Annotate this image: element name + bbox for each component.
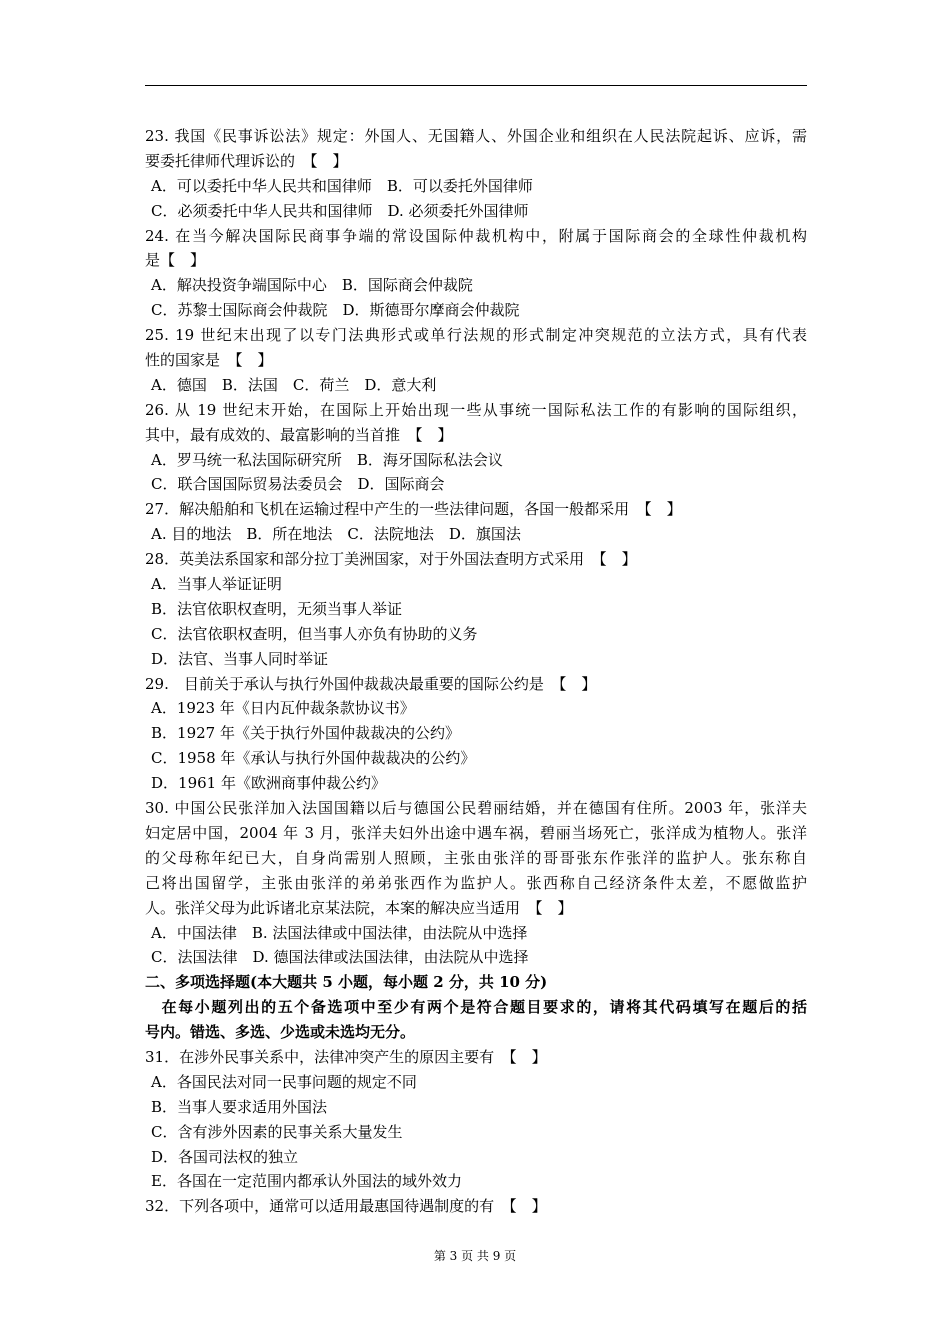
document-body <box>145 124 807 1219</box>
text-line: A．罗马统一私法国际研究所 B．海牙国际私法会议 <box>151 450 503 469</box>
text-line: A．1923 年《日内瓦仲裁条款协议书》 <box>151 699 415 718</box>
text-line: 30. 中国公民张洋加入法国国籍以后与德国公民碧丽结婚，并在德国有住所。2003 年，张洋夫 <box>145 799 807 818</box>
text-line: C．法官依职权查明，但当事人亦负有协助的义务 <box>151 624 478 643</box>
text-line: 号内。错选、多选、少选或未选均无分。 <box>145 1023 416 1042</box>
text-line: 己将出国留学，主张由张洋的弟弟张西作为监护人。张西称自己经济条件太差，不愿做监护 <box>145 873 807 892</box>
text-line: A. 目的地法 B．所在地法 C．法院地法 D．旗国法 <box>151 525 521 544</box>
text-line: A．中国法律 B. 法国法律或中国法律，由法院从中选择 <box>151 923 528 942</box>
text-line: A．各国民法对同一民事问题的规定不同 <box>151 1072 417 1091</box>
text-line: 27．解决船舶和飞机在运输过程中产生的一些法律问题，各国一般都采用 【 】 <box>145 500 682 519</box>
text-line: C．联合国国际贸易法委员会 D．国际商会 <box>151 475 445 494</box>
text-line: C．含有涉外因素的民事关系大量发生 <box>151 1122 403 1141</box>
text-line: C．法国法律 D. 德国法律或法国法律，由法院从中选择 <box>151 948 529 967</box>
text-line: 25. 19 世纪末出现了以专门法典形式或单行法规的形式制定冲突规范的立法方式，具有代表 <box>145 326 807 345</box>
header-rule <box>145 85 807 86</box>
text-line: A．解决投资争端国际中心 B．国际商会仲裁院 <box>151 276 473 295</box>
text-line: 24. 在当今解决国际民商事争端的常设国际仲裁机构中，附属于国际商会的全球性仲裁机构 <box>145 226 807 245</box>
text-line: 26. 从 19 世纪末开始，在国际上开始出现一些从事统一国际私法工作的有影响的国际组织， <box>145 400 807 419</box>
text-line: 23. 我国《民事诉讼法》规定：外国人、无国籍人、外国企业和组织在人民法院起诉、应诉，需 <box>145 127 807 145</box>
text-line: 人。张洋父母为此诉诸北京某法院，本案的解决应当适用 【 】 <box>145 898 573 917</box>
text-line: 32．下列各项中，通常可以适用最惠国待遇制度的有 【 】 <box>145 1197 547 1216</box>
text-line: 28．英美法系国家和部分拉丁美洲国家，对于外国法查明方式采用 【 】 <box>145 550 637 569</box>
text-line: 是【 】 <box>145 251 206 270</box>
text-line: A．当事人举证证明 <box>151 575 282 594</box>
text-line: E．各国在一定范围内都承认外国法的域外效力 <box>151 1172 462 1191</box>
text-line: 在每小题列出的五个备选项中至少有两个是符合题目要求的，请将其代码填写在题后的括 <box>145 998 807 1017</box>
text-line: B．1927 年《关于执行外国仲裁裁决的公约》 <box>151 724 460 743</box>
text-line: 其中，最有成效的、最富影响的当首推 【 】 <box>145 425 453 444</box>
text-line: B．法官依职权查明，无须当事人举证 <box>151 599 403 618</box>
text-line: 31．在涉外民事关系中，法律冲突产生的原因主要有 【 】 <box>145 1047 547 1066</box>
text-line: D．各国司法权的独立 <box>151 1147 299 1166</box>
text-line: A．德国 B．法国 C．荷兰 D．意大利 <box>151 375 437 394</box>
text-line: A．可以委托中华人民共和国律师 B．可以委托外国律师 <box>151 176 533 195</box>
page-footer: 第 3 页 共 9 页 <box>433 1249 517 1263</box>
text-line: 性的国家是 【 】 <box>145 351 273 370</box>
text-line: C．苏黎士国际商会仲裁院 D．斯德哥尔摩商会仲裁院 <box>151 301 520 320</box>
text-line: 29. 目前关于承认与执行外国仲裁裁决最重要的国际公约是 【 】 <box>145 674 597 693</box>
text-line: C．必须委托中华人民共和国律师 D. 必须委托外国律师 <box>151 201 529 220</box>
text-line: 的父母称年纪已大，自身尚需别人照顾，主张由张洋的哥哥张东作张洋的监护人。张东称自 <box>145 848 807 867</box>
text-line: 妇定居中国，2004 年 3 月，张洋夫妇外出途中遇车祸，碧丽当场死亡，张洋成为植物人。张洋 <box>145 823 807 842</box>
text-line: D．法官、当事人同时举证 <box>151 649 329 668</box>
text-line: 要委托律师代理诉讼的 【 】 <box>145 151 348 170</box>
text-line: C．1958 年《承认与执行外国仲裁裁决的公约》 <box>151 749 476 768</box>
text-line: 二、多项选择题(本大题共 5 小题，每小题 2 分，共 10 分) <box>145 973 548 992</box>
text-line: D．1961 年《欧洲商事仲裁公约》 <box>151 774 386 793</box>
text-line: B．当事人要求适用外国法 <box>151 1097 328 1116</box>
